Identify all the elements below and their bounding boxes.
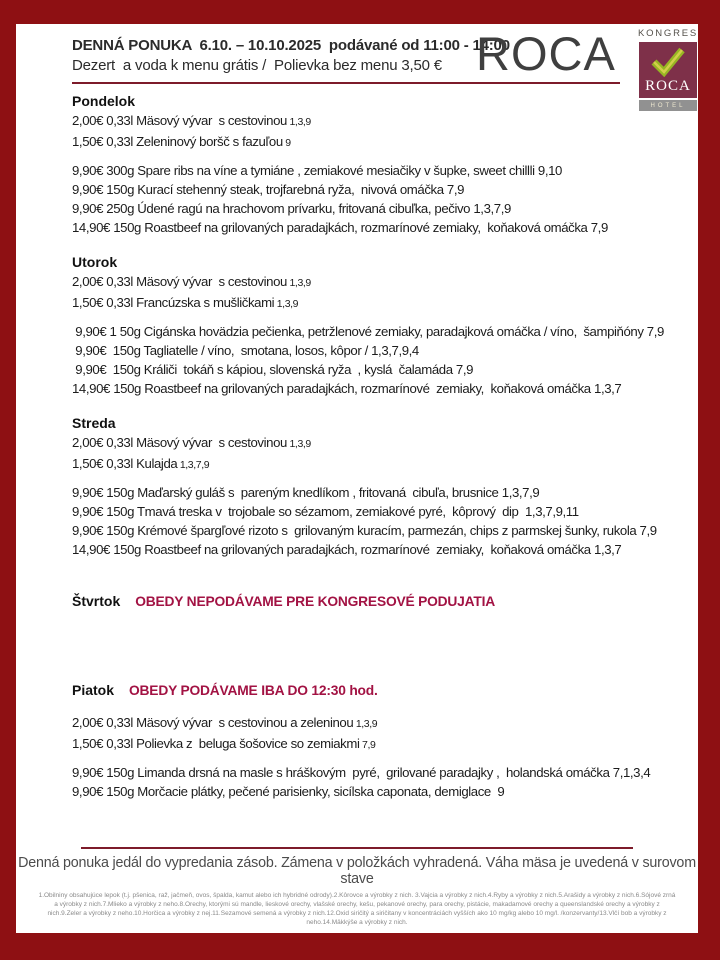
allergen-numbers: 7,9	[359, 739, 376, 751]
menu-item-text: 9,90€ 150g Tagliatelle / víno, smotana, losos, kôpor /	[72, 343, 368, 358]
day-header	[72, 592, 688, 611]
badge-hotel-label: HOTEL	[639, 100, 697, 111]
menu-item	[72, 502, 688, 521]
menu-item	[72, 433, 688, 454]
menu-item	[72, 521, 688, 540]
day-section-streda	[72, 414, 688, 559]
menu-item	[72, 180, 688, 199]
menu-item-text: 9,90€ 150g Králiči tokáň s kápiou, slovenská ryža , kyslá čalamáda	[72, 362, 453, 377]
allergen-numbers: 7,9	[443, 182, 465, 197]
menu-item-text: 14,90€ 150g Roastbeef na grilovaných paradajkách, rozmarínové zemiaky, koňaková omáčka	[72, 220, 588, 235]
badge-emblem	[639, 42, 697, 98]
day-notice: OBEDY PODÁVAME IBA DO 12:30 hod.	[129, 683, 378, 698]
menu-item-text: 2,00€ 0,33l Mäsový vývar s cestovinou	[72, 274, 287, 289]
menu-days	[72, 92, 688, 801]
menu-item	[72, 379, 688, 398]
allergen-numbers: 7,9	[452, 362, 474, 377]
menu-item	[72, 713, 688, 734]
menu-item	[72, 199, 688, 218]
menu-item-text: 9,90€ 150g Limanda drsná na masle s hráškovým pyré, grilované paradajky , holandská omáčka	[72, 765, 610, 780]
menu-item	[72, 272, 688, 293]
menu-item	[72, 734, 688, 755]
menu-item	[72, 782, 688, 801]
soup-list	[72, 272, 688, 314]
menu-item-text: 9,90€ 150g Kurací stehenný steak, trojfarebná ryža, nivová omáčka	[72, 182, 444, 197]
roca-wordmark: ROCA	[476, 27, 616, 80]
allergen-numbers: 1,3,7,9	[177, 459, 210, 471]
day-header	[72, 414, 688, 433]
menu-page	[16, 24, 698, 933]
day-header	[72, 681, 688, 700]
main-dish-list	[72, 161, 688, 237]
menu-item	[72, 454, 688, 475]
allergen-numbers: 9	[494, 784, 505, 799]
menu-item-text: 9,90€ 150g Tmavá treska v trojobale so sézamom, zemiakové pyré, kôprový dip	[72, 504, 522, 519]
menu-item	[72, 293, 688, 314]
day-name: Štvrtok	[72, 593, 121, 609]
main-dish-list	[72, 763, 688, 801]
menu-item-text: 1,50€ 0,33l Polievka z beluga šošovice so zemiakmi	[72, 736, 360, 751]
day-name: Pondelok	[72, 93, 136, 109]
day-header	[72, 92, 688, 111]
soup-list	[72, 433, 688, 475]
day-section-pondelok	[72, 92, 688, 237]
allergen-numbers: 1,3,9	[286, 116, 311, 128]
main-dish-list	[72, 322, 688, 398]
allergen-numbers: 7,9	[643, 324, 664, 339]
day-section-utorok	[72, 253, 688, 398]
allergen-numbers: 7,9	[636, 523, 657, 538]
kongres-roca-hotel-logo	[632, 28, 704, 111]
menu-item	[72, 132, 688, 153]
badge-roca-label: ROCA	[645, 78, 691, 94]
allergen-numbers: 1,3,7,9,4	[367, 343, 419, 358]
menu-item-text: 9,90€ 150g Krémové špargľové rizoto s grilovaným kuracím, parmezán, chips z parmskej šunky, rukola	[72, 523, 637, 538]
page-title: DENNÁ PONUKA 6.10. – 10.10.2025 podávané od 11:00 - 14:00	[72, 37, 510, 54]
allergen-numbers: 1,3,7,9	[498, 485, 540, 500]
allergen-numbers: 7,1,3,4	[609, 765, 651, 780]
menu-item-text: 9,90€ 250g Údené ragú na hrachovom prívarku, fritovaná cibuľka, pečivo	[72, 201, 471, 216]
footer-note: Denná ponuka jedál do vypredania zásob. Zámena v položkách vyhradená. Váha mäsa je uvedená v surovom stave	[18, 855, 696, 887]
badge-kongres-label: KONGRES	[637, 28, 699, 39]
menu-item-text: 14,90€ 150g Roastbeef na grilovaných paradajkách, rozmarínové zemiaky, koňaková omáčka	[72, 381, 591, 396]
menu-item-text: 9,90€ 150g Maďarský guláš s pareným knedlíkom , fritovaná cibuľa, brusnice	[72, 485, 499, 500]
day-section-piatok	[72, 681, 688, 801]
menu-item-text: 1,50€ 0,33l Francúzska s mušličkami	[72, 295, 275, 310]
menu-item	[72, 483, 688, 502]
menu-item	[72, 111, 688, 132]
menu-item-text: 9,90€ 1 50g Cigánska hovädzia pečienka, petržlenové zemiaky, paradajková omáčka / víno, šampiňóny	[72, 324, 644, 339]
soup-list	[72, 111, 688, 153]
menu-item-text: 1,50€ 0,33l Kulajda	[72, 456, 178, 471]
menu-item-text: 2,00€ 0,33l Mäsový vývar s cestovinou	[72, 113, 287, 128]
menu-item-text: 1,50€ 0,33l Zeleninový boršč s fazuľou	[72, 134, 283, 149]
day-notice: OBEDY NEPODÁVAME PRE KONGRESOVÉ PODUJATIA	[135, 594, 496, 609]
menu-item	[72, 540, 688, 559]
allergen-numbers: 1,3,9	[274, 298, 299, 310]
menu-content	[16, 24, 698, 801]
footer-divider	[81, 847, 633, 849]
allergen-numbers: 9,10	[534, 163, 562, 178]
day-section-tvrtok	[72, 592, 688, 611]
menu-item	[72, 341, 688, 360]
menu-item	[72, 763, 688, 782]
footer	[16, 847, 698, 927]
menu-item	[72, 161, 688, 180]
allergen-numbers: 1,3,9	[286, 277, 311, 289]
menu-item-text: 2,00€ 0,33l Mäsový vývar s cestovinou a zeleninou	[72, 715, 354, 730]
day-name: Streda	[72, 415, 116, 431]
menu-item-text: 9,90€ 300g Spare ribs na víne a tymiáne , zemiakové mesiačiky v šupke, sweet chillli	[72, 163, 535, 178]
allergen-numbers: 1,3,7	[590, 381, 622, 396]
allergen-numbers: 7,9	[587, 220, 608, 235]
menu-item	[72, 218, 688, 237]
page-subtitle: Dezert a voda k menu grátis / Polievka bez menu 3,50 €	[72, 57, 442, 74]
day-header	[72, 253, 688, 272]
allergen-numbers: 1,3,9	[286, 438, 311, 450]
allergen-numbers: 9	[282, 137, 291, 149]
allergen-numbers: 1,3,7,9	[470, 201, 511, 216]
allergen-numbers: 1,3,7	[590, 542, 622, 557]
main-dish-list	[72, 483, 688, 559]
allergen-numbers: 1,3,9	[353, 718, 378, 730]
menu-item-text: 14,90€ 150g Roastbeef na grilovaných paradajkách, rozmarínové zemiaky, koňaková omáčka	[72, 542, 591, 557]
day-name: Utorok	[72, 254, 118, 270]
allergen-numbers: 1,3,7,9,11	[521, 504, 579, 519]
allergen-legend: 1.Obilniny obsahujúce lepok (t.j. pšenica, raž, jačmeň, ovos, špalda, kamut alebo ich hybridné odrody).2.Kôrovce a výrobky z nich. 3.Vajcia a výrobky z nich.4.Ryby a výrobky z nich.5.Arašidy a výrobky z nich.6.Sójové zrná a výrobky z nich.7.Mlieko a výrobky z neho.8.Orechy, ktorými sú mandle, lieskové orechy, vlašské orechy, kešu, pekanové orechy, para orechy, pistácie, makadamové orechy a queenslandské orechy a výrobky z nich.9.Zeler a výrobky z neho.10.Horčica a výrobky z nej.11.Sezamové semená a výrobky z nich.12.Oxid siričitý a siričitany v koncentráciách vyšších ako 10 mg/kg alebo 10 mg/l. /konzervanty/13.Vlčí bob a výrobky z neho.14.Mäkkýše a výrobky z nich.	[38, 892, 676, 926]
menu-item-text: 9,90€ 150g Morčacie plátky, pečené parisienky, sicílska caponata, demiglace	[72, 784, 495, 799]
menu-item	[72, 322, 688, 341]
menu-item	[72, 360, 688, 379]
header-divider	[72, 82, 620, 84]
menu-item-text: 2,00€ 0,33l Mäsový vývar s cestovinou	[72, 435, 287, 450]
soup-list	[72, 713, 688, 755]
day-name: Piatok	[72, 682, 115, 698]
